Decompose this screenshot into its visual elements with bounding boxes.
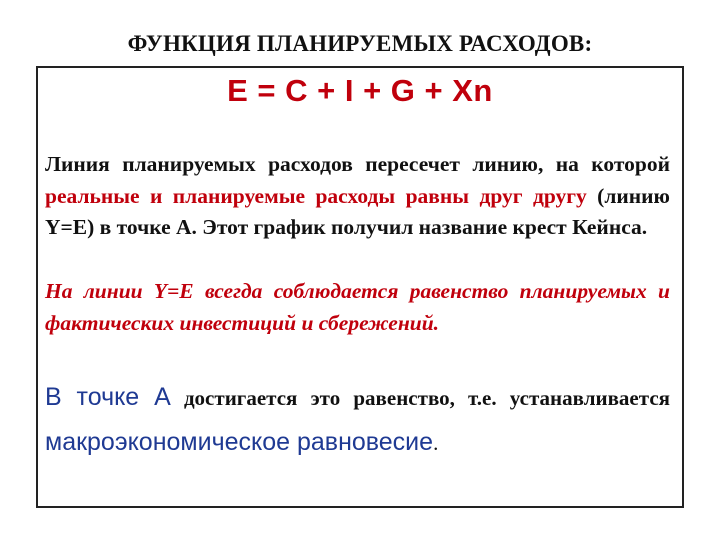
paragraph-3-equilibrium-term: макроэкономическое равновесие [45,428,434,456]
paragraph-3-point-a: В точке А [45,383,171,411]
paragraph-1-text-a: Линия планируемых расходов пересечет линию, на которой [45,152,670,176]
paragraph-3-period: . [433,431,439,455]
paragraph-1-highlight: реальные и планируемые расходы равны друг другу [45,183,587,208]
paragraph-keynesian-cross [45,149,670,244]
paragraph-equilibrium [45,375,670,465]
paragraph-3-text-b: достигается это равенство, т.е. устанавливается [170,386,670,410]
paragraph-1-text-c: (линию Y=E) в точке А. Этот график получил название крест Кейнса. [45,183,670,239]
paragraph-equality: На линии Y=E всегда соблюдается равенство планируемых и фактических инвестиций и сбережений. [45,279,670,335]
slide-title: ФУНКЦИЯ ПЛАНИРУЕМЫХ РАСХОДОВ: [127,31,593,56]
formula: E = C + I + G + Xn [227,73,493,108]
